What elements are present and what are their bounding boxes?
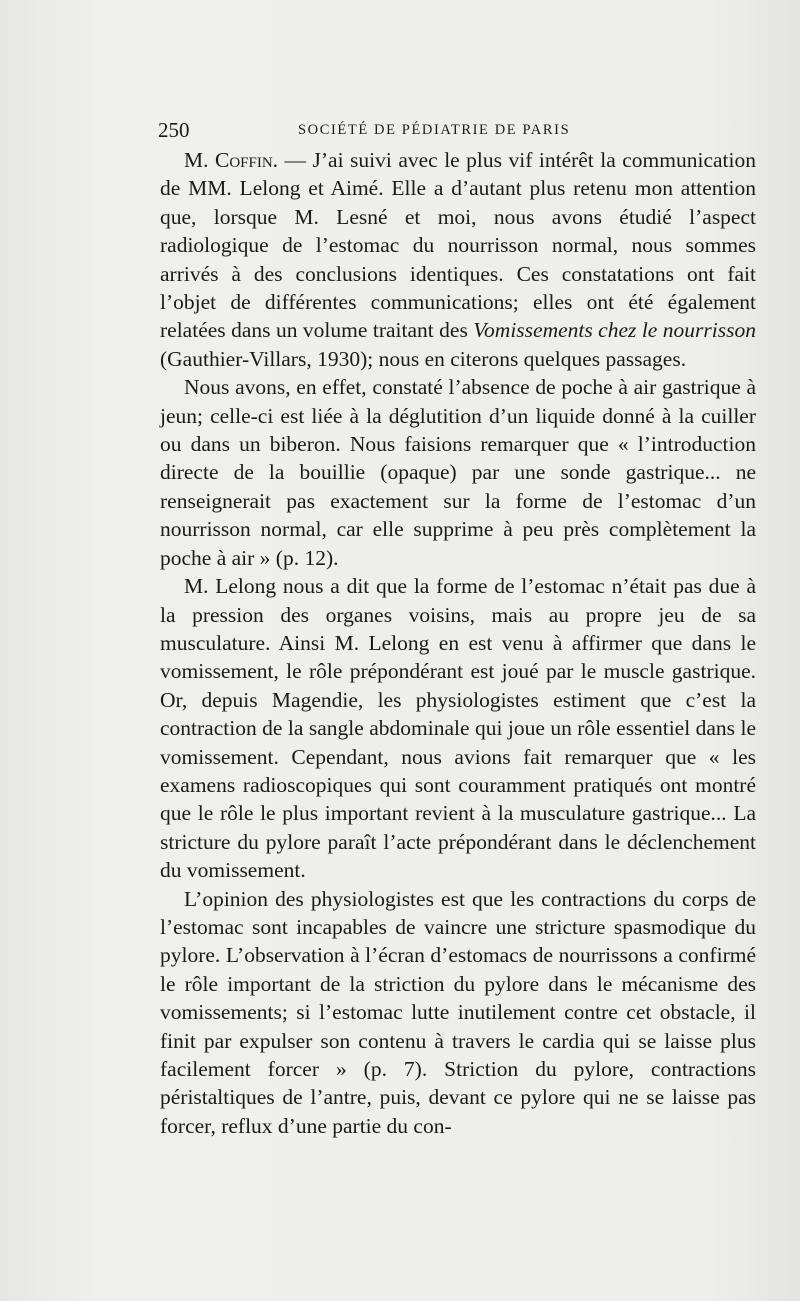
body-text [160,146,756,1140]
running-head: SOCIÉTÉ DE PÉDIATRIE DE PARIS [298,122,571,138]
paragraph-3: M. Lelong nous a dit que la forme de l’estomac n’était pas due à la pression des organes voisins, mais au propre jeu de sa musculature. Ainsi M. Lelong en est venu à affirmer que dans le vomissement, le rôle prépondérant est joué par le muscle gastrique. Or, depuis Magendie, les physiologistes estiment que c’est la contraction de la sangle abdominale qui joue un rôle essentiel dans le vomissement. Cependant, nous avions fait remarquer que « les examens radioscopiques qui sont couramment pratiqués ont montré que le rôle le plus important revient à la musculature gastrique... La stricture du pylore paraît l’acte prépondérant dans le déclenchement du vomissement. [160,574,756,883]
paragraph-2: Nous avons, en effet, constaté l’absence de poche à air gastrique à jeun; celle-ci est liée à la déglutition d’un liquide donné à la cuiller ou dans un biberon. Nous faisions remarquer que « l’introduction directe de la bouillie (opaque) par une sonde gastrique... ne renseignerait pas exactement sur la forme de l’estomac d’un nourrisson normal, car elle supprime à peu près complètement la poche à air » (p. 12). [160,375,756,570]
book-title: Vomissements chez le nourrisson [473,318,756,343]
paragraph-4: L’opinion des physiologistes est que les contractions du corps de l’estomac sont incapables de vaincre une stricture spasmodique du pylore. L’observation à l’écran d’estomacs de nourrissons a confirmé le rôle important de la striction du pylore dans le mécanisme des vomissements; si l’estomac lutte inutilement contre cet obstacle, il finit par expulser son contenu à travers le cardia qui se laisse plus facilement forcer » (p. 7). Striction du pylore, contractions péristaltiques de l’antre, puis, devant ce pylore qui ne se laisse pas forcer, reflux d’une partie du con- [160,886,756,1138]
speaker-suffix: . — [272,148,313,172]
speaker-prefix: M. [184,148,215,172]
page-number: 250 [158,118,190,142]
paragraph-1-text-b: (Gauthier-Villars, 1930); nous en citerons quelques passages. [160,346,687,371]
page-header [158,118,758,148]
paragraph-1-text-a: J’ai suivi avec le plus vif intérêt la communication de MM. Lelong et Aimé. Elle a d’autant plus retenu mon attention que, lorsque M. Lesné et moi, nous avons étudié l’aspect radiologique de l’estomac du nourrisson normal, nous sommes arrivés à des conclusions identiques. Ces constatations ont fait l’objet de différentes communications; elles ont été également relatées dans un volume traitant des [160,148,757,343]
speaker-name: Coffin [214,148,273,172]
paragraph-1 [160,146,756,373]
